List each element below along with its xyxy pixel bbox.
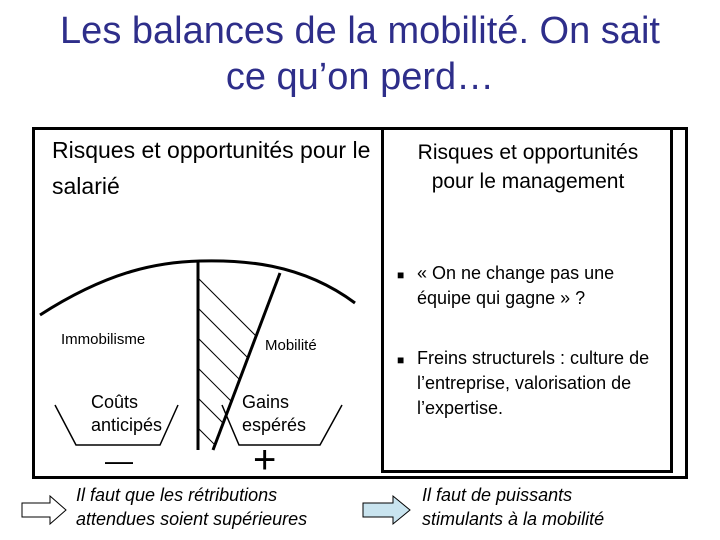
bullet-marker-icon: ■	[397, 268, 405, 282]
gains-label-1: Gains	[242, 392, 290, 412]
arrow-left-icon	[22, 496, 66, 524]
slide-title-line-2: ce qu’on perd…	[225, 56, 495, 98]
bottom-right-line-2: stimulants à la mobilité	[422, 509, 605, 529]
slide-title-line-1: Les balances de la mobilité. On sait	[60, 10, 660, 52]
bullet-2-text: Freins structurels : culture de l’entreprise, valorisation de l’expertise.	[417, 348, 650, 418]
bullet-marker-icon: ■	[397, 353, 405, 367]
gains-label-2: espérés	[242, 415, 307, 435]
bottom-right-line-1: Il faut de puissants	[422, 485, 573, 505]
arrow-right-icon	[363, 496, 410, 524]
couts-label-2: anticipés	[91, 415, 163, 435]
minus-sign: —	[105, 445, 133, 476]
salarie-heading: Risques et opportunités pour le salarié	[52, 137, 371, 199]
mobilite-label: Mobilité	[265, 337, 317, 354]
bottom-left-line-1: Il faut que les rétributions	[76, 485, 278, 505]
plus-sign: +	[253, 438, 277, 482]
immobilisme-label: Immobilisme	[61, 331, 146, 348]
management-heading: Risques et opportunités pour le management	[417, 141, 639, 193]
bullet-1-text: « On ne change pas une équipe qui gagne » ?	[417, 263, 615, 308]
couts-label-1: Coûts	[91, 392, 139, 412]
bottom-left-line-2: attendues soient supérieures	[76, 509, 308, 529]
